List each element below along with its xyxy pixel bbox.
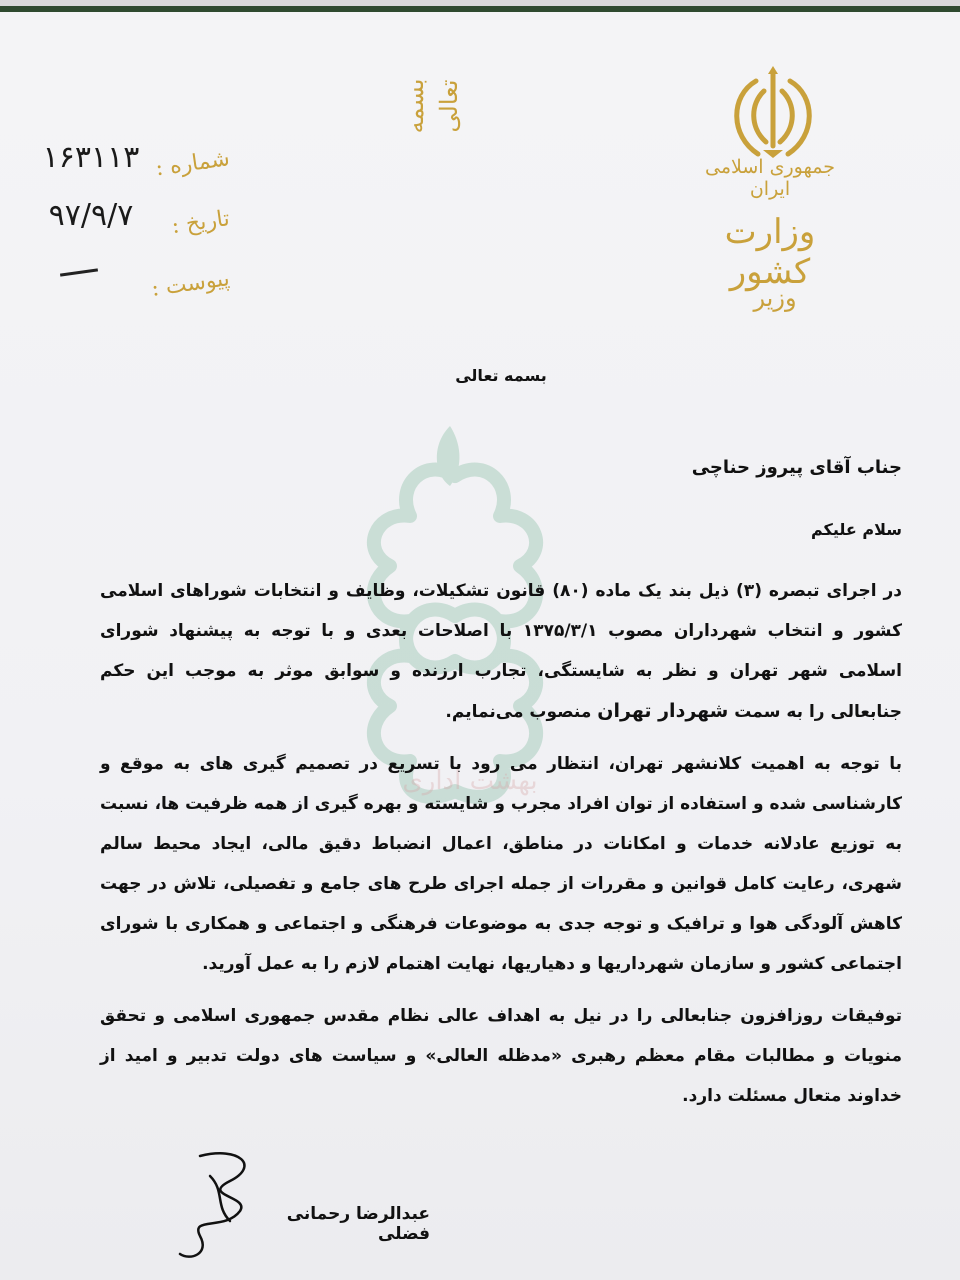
addressee: جناب آقای پیروز حناچی [691, 457, 902, 478]
letter-page [0, 6, 960, 1280]
letter-number-value: ۱۶۳۱۱۳ [42, 140, 140, 175]
minister-title: وزیر [753, 284, 797, 312]
watermark-text: بهشت اداری [402, 766, 538, 796]
header-calligraphy: بسمه تعالی [401, 78, 463, 134]
letter-body [100, 361, 902, 1116]
mayor-title: شهردار تهران [597, 700, 729, 722]
appointment-text: در اجرای تبصره (۳) ذیل بند یک ماده (۸۰) قانون تشکیلات، وظایف و انتخابات شوراهای اسلامی کشور و انتخاب شهرداران مصوب ۱۳۷۵/۳/۱ با اصلاحات بعدی و با توجه به پیشنهاد شورای اسلامی شهر تهران و نظر به شایستگی، تجارب ارزنده و سوابق موثر به موجب این حکم جنابعالی را به سمت [100, 581, 902, 722]
paragraph-wishes: توفیقات روزافزون جنابعالی را در نیل به اهداف عالی نظام مقدس جمهوری اسلامی و تحقق منویات و مطالبات مقام معظم رهبری «مدظله العالی» و سیاست های دولت تدبیر و امید از خداوند متعال مسئلت دارد. [100, 1006, 902, 1106]
ministry-title: وزارت کشور [724, 212, 816, 292]
attachment-label: پیوست : [149, 266, 232, 302]
appointment-closing: منصوب می‌نمایم. [445, 702, 592, 722]
letter-date-value: ۹۷/۹/۷ [48, 198, 134, 233]
signature-scribble [170, 1136, 280, 1266]
signer-name: عبدالرضا رحمانی فضلی [286, 1204, 430, 1244]
attachment-dash [60, 268, 98, 276]
number-label: شماره : [154, 146, 232, 182]
iran-emblem-icon [718, 66, 828, 161]
republic-title: جمهوری اسلامی ایران [705, 156, 835, 200]
salutation: سلام علیکم [810, 520, 902, 539]
basmala-heading: بسمه تعالی [455, 366, 547, 385]
date-label: تاریخ : [170, 206, 232, 240]
paragraph-appointment [100, 571, 902, 732]
top-border-strip [0, 6, 960, 12]
paragraph-expectations: با توجه به اهمیت کلانشهر تهران، انتظار می رود با تسریع در تصمیم گیری های به موقع و کارشناسی شده و استفاده از توان افراد مجرب و شایسته و بهره گیری از همه ظرفیت ها، نسبت به توزیع عادلانه خدمات و امکانات در مناطق، اعمال انضباط دقیق مالی، ایجاد محیط سالم شهری، رعایت کامل قوانین و مقررات از جمله اجرای طرح های جامع و تفصیلی، تلاش در جهت کاهش آلودگی هوا و ترافیک و توجه جدی به موضوعات فرهنگی و اجتماعی و همکاری با شورای اجتماعی کشور و سازمان شهرداریها و دهیاریها، نهایت اهتمام لازم را به عمل آورید. [100, 754, 902, 974]
